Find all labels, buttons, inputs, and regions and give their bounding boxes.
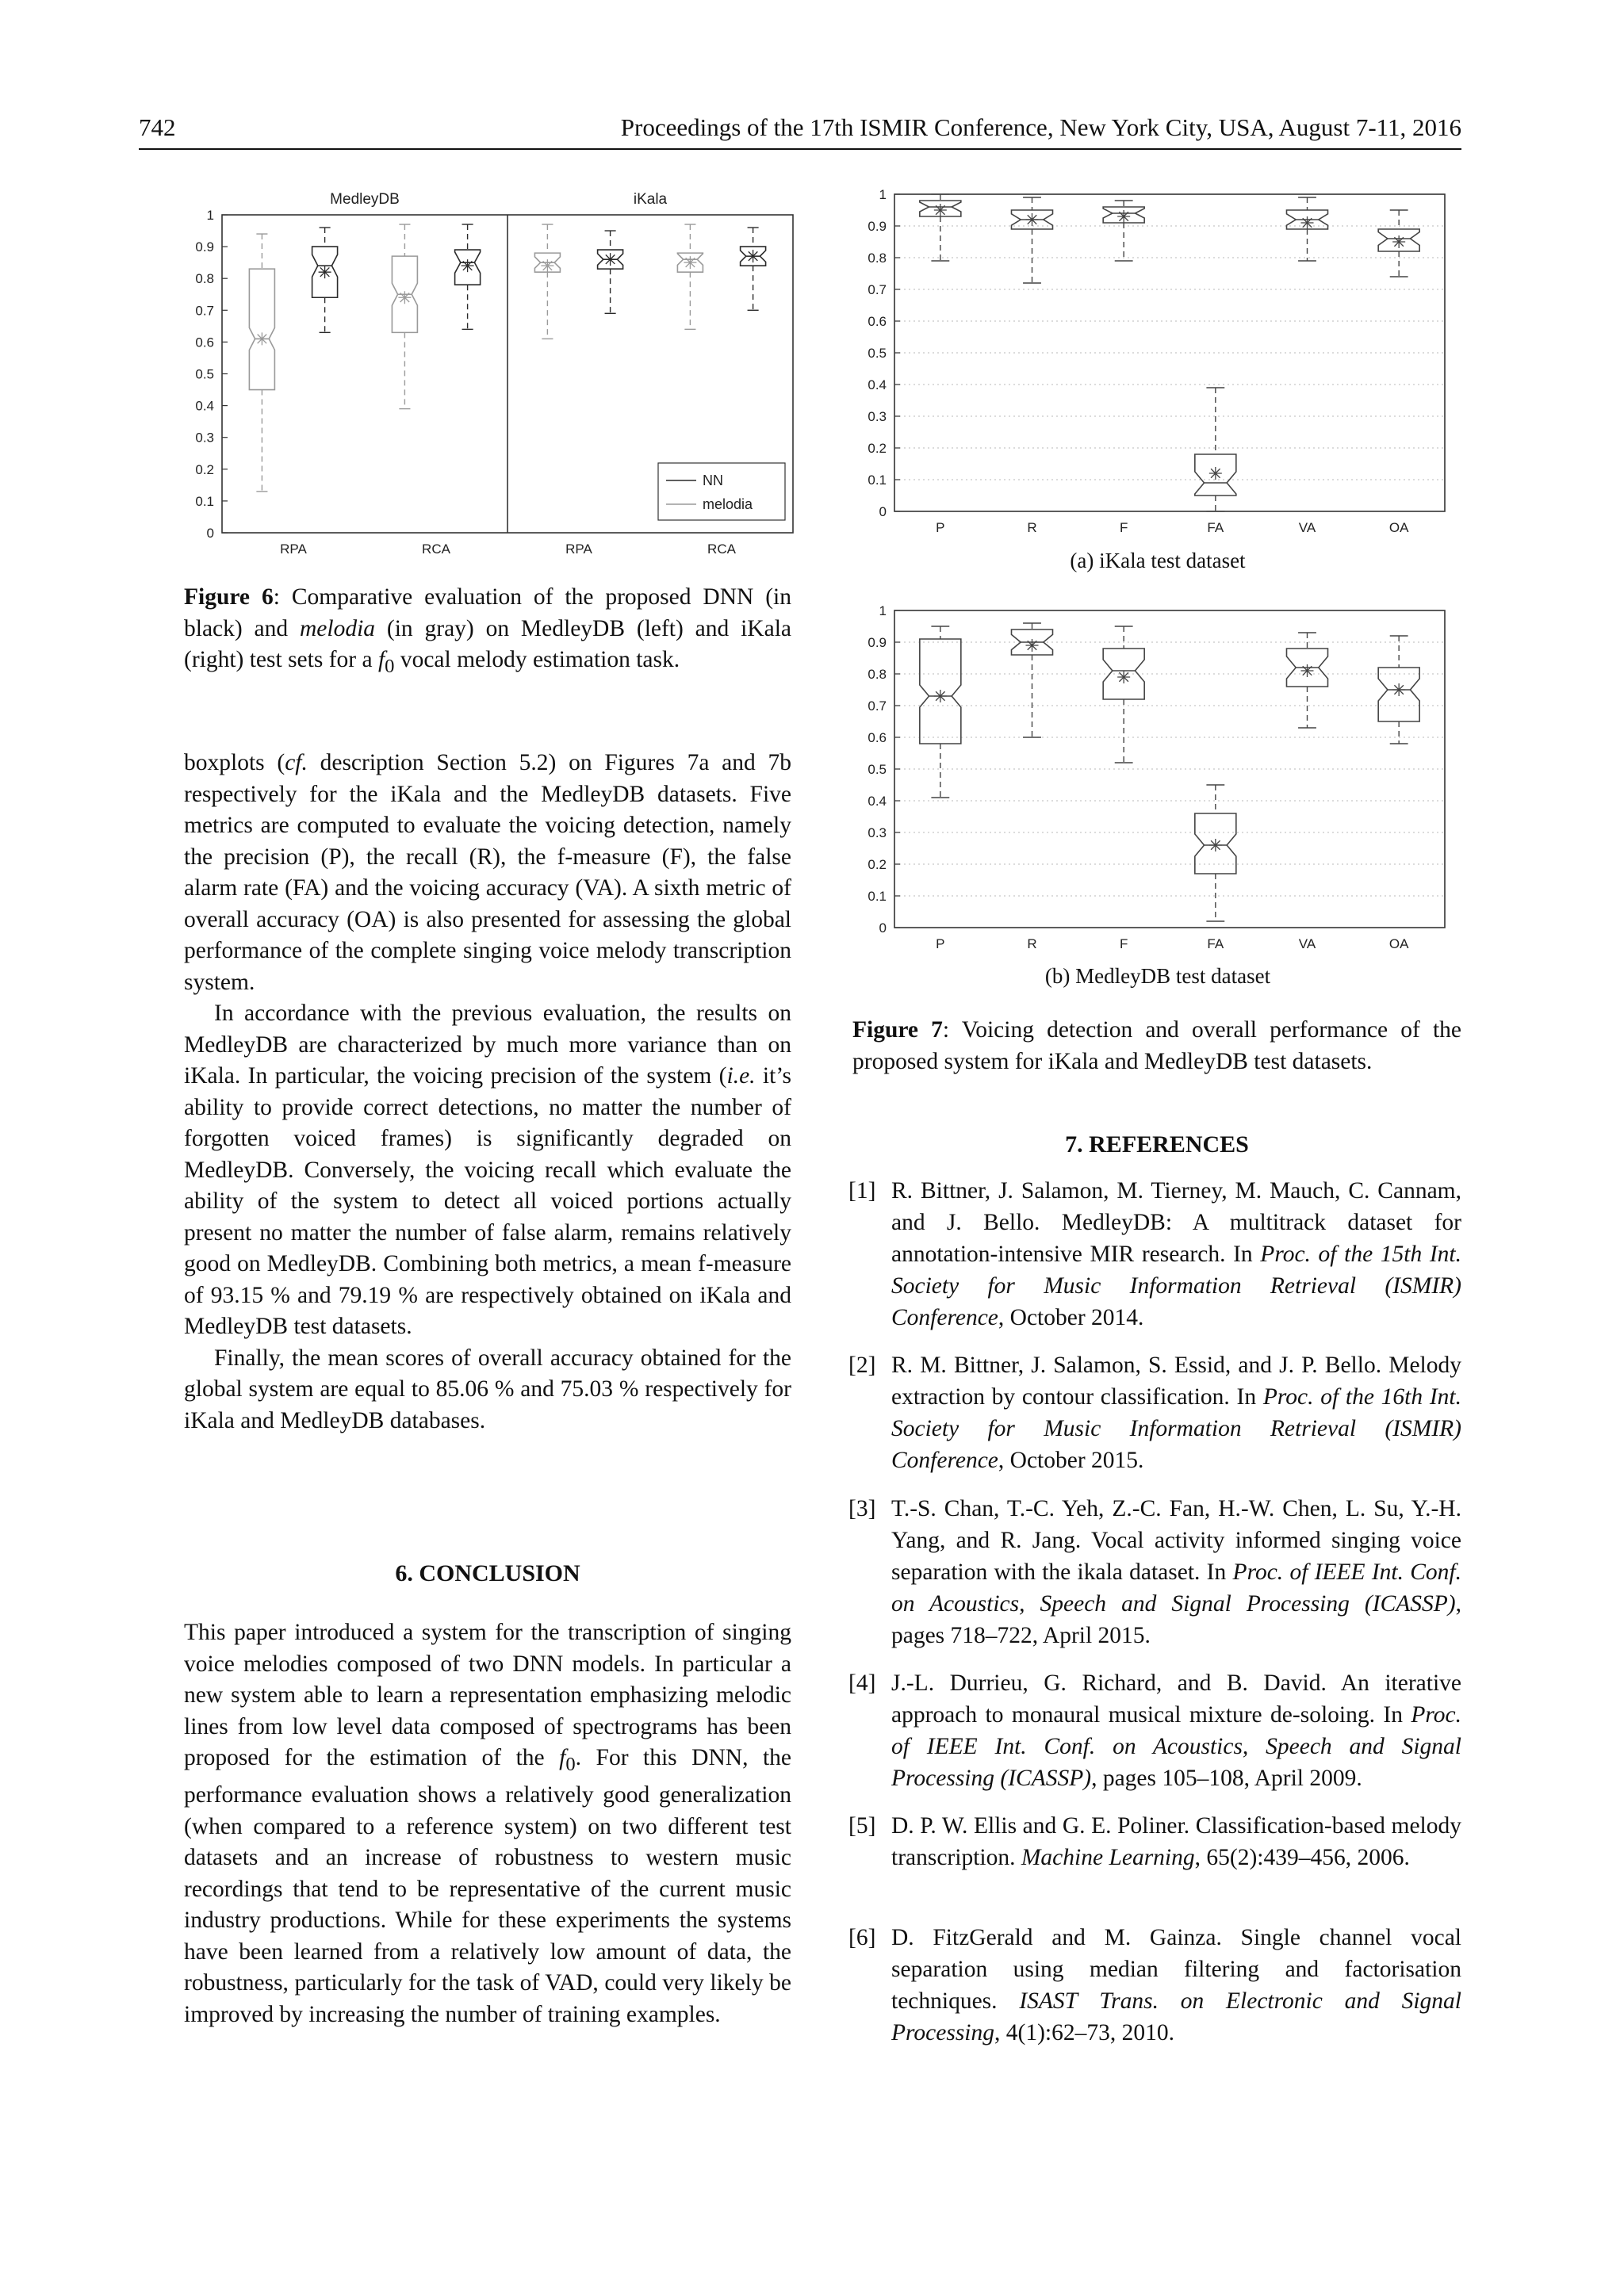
paragraph: This paper introduced a system for the transcription of singing voice melodies composed of two DNN models. In particular a new system able to learn a representation emphasizing melodic lines from low level data composed of spectrograms has been proposed for the estimation of the $f_0$. For this DNN, the performance evaluation shows a relatively good generalization (when compared to a reference system) on two different test datasets and an increase of robustness to western music recordings that tend to be representative of the current music industry productions. While for these experiments the systems have been learned from a relatively low amount of data, the robustness, particularly for the task of VAD, could very likely be improved by increasing the number of training examples. xyxy=(184,1620,791,2027)
conclusion-text xyxy=(184,1617,791,2030)
y-tick-label: 0.9 xyxy=(868,635,887,650)
figure-7-caption: Figure 7: Voicing detection and overall performance of the proposed system for iKala and MedleyDB test datasets. xyxy=(852,1017,1462,1074)
y-tick-label: 0.8 xyxy=(195,271,214,287)
x-tick-label: F xyxy=(1119,520,1128,535)
y-tick-label: 0.3 xyxy=(195,430,214,446)
page-number: 742 xyxy=(139,113,176,141)
legend-label: melodia xyxy=(703,496,753,512)
y-tick-label: 0.8 xyxy=(868,251,887,266)
y-tick-label: 0 xyxy=(206,526,214,541)
y-tick-label: 0.7 xyxy=(195,303,214,319)
paragraph: In accordance with the previous evaluation, the results on MedleyDB are characterized by much more variance than on iKala. In particular, the voicing precision of the system (i.e. it’s ability to provide correct detections, no matter the number of forgotten voiced frames) is significantly degraded on MedleyDB. Conversely, the voicing recall which evaluate the ability of the system to detect all voiced portions actually present no matter the number of false alarm, remains relatively good on MedleyDB. Combining both metrics, a mean f-measure of 93.15 % and 79.19 % are respectively obtained on iKala and MedleyDB test datasets. xyxy=(184,1001,791,1339)
y-tick-label: 0.3 xyxy=(868,825,887,840)
panel-title: iKala xyxy=(633,191,668,208)
y-tick-label: 1 xyxy=(879,187,887,202)
y-tick-label: 0.5 xyxy=(868,346,887,361)
reference-1: [1] R. Bittner, J. Salamon, M. Tierney, M. Mauch, C. Cannam, and J. Bello. MedleyDB: A multitrack dataset for annotation-intensive MIR research. In Proc. of the 15th Int. Society for Music Information Retrieval (ISMIR) Conference, October 2014. xyxy=(848,1178,1461,1330)
figure-6-caption: Figure 6: Comparative evaluation of the proposed DNN (in black) and melodia (in gray) on MedleyDB (left) and iKala (right) test sets for a $f_0$ vocal melody estimation task. xyxy=(184,584,791,677)
x-tick-label: RCA xyxy=(422,541,450,557)
figure-7a-boxplot xyxy=(864,182,1467,539)
x-tick-label: RCA xyxy=(707,541,736,557)
y-tick-label: 0.1 xyxy=(868,473,887,488)
x-tick-label: F xyxy=(1119,936,1128,951)
y-tick-label: 0 xyxy=(879,504,887,519)
x-tick-label: VA xyxy=(1298,936,1316,951)
x-tick-label: FA xyxy=(1207,936,1224,951)
y-tick-label: 0.2 xyxy=(868,857,887,872)
x-tick-label: VA xyxy=(1298,520,1316,535)
y-tick-label: 0.5 xyxy=(195,366,214,382)
x-tick-label: P xyxy=(936,936,945,951)
body-text-left xyxy=(184,748,791,1437)
y-tick-label: 1 xyxy=(879,603,887,618)
reference-5: [5] D. P. W. Ellis and G. E. Poliner. Classification-based melody transcription. Machine Learning, 65(2):439–456, 2006. xyxy=(848,1813,1461,1870)
y-tick-label: 0.5 xyxy=(868,762,887,777)
box-body xyxy=(249,269,274,389)
section-heading-references: 7. REFERENCES xyxy=(1065,1131,1249,1158)
figure-7b-subcaption: (b) MedleyDB test dataset xyxy=(1044,964,1271,988)
conference-title: Proceedings of the 17th ISMIR Conference, New York City, USA, August 7-11, 2016 xyxy=(620,113,1461,141)
x-tick-label: RPA xyxy=(280,541,307,557)
page-header xyxy=(139,113,1461,148)
legend-label: NN xyxy=(703,473,723,488)
x-tick-label: OA xyxy=(1388,936,1409,951)
y-tick-label: 0.1 xyxy=(195,493,214,509)
y-tick-label: 0.8 xyxy=(868,667,887,682)
paragraph: Finally, the mean scores of overall accuracy obtained for the global system are equal to 85.06 % and 75.03 % respectively for iKala and MedleyDB databases. xyxy=(184,1345,791,1433)
y-tick-label: 0.6 xyxy=(868,730,887,745)
y-tick-label: 0.7 xyxy=(868,698,887,714)
y-tick-label: 0.1 xyxy=(868,889,887,904)
x-tick-label: P xyxy=(936,520,945,535)
y-tick-label: 0.9 xyxy=(868,219,887,234)
x-tick-label: OA xyxy=(1388,520,1409,535)
x-tick-label: R xyxy=(1027,520,1037,535)
figure-7a-subcaption: (a) iKala test dataset xyxy=(1070,549,1246,572)
y-tick-label: 0.4 xyxy=(868,794,887,809)
reference-3: [3] T.-S. Chan, T.-C. Yeh, Z.-C. Fan, H.-W. Chen, L. Su, Y.-H. Yang, and R. Jang. Vocal activity informed singing voice separation with the ikala dataset. In Proc. of IEEE Int. Conf. on Acoustics, Speech and Signal Processing (ICASSP), pages 718–722, April 2015. xyxy=(848,1496,1461,1648)
y-tick-label: 1 xyxy=(206,208,214,223)
figure-7b-boxplot xyxy=(864,599,1467,955)
y-tick-label: 0.2 xyxy=(868,441,887,456)
reference-4: [4] J.-L. Durrieu, G. Richard, and B. David. An iterative approach to monaural musical mixture de-soloing. In Proc. of IEEE Int. Conf. on Acoustics, Speech and Signal Processing (ICASSP), pages 105–108, April 2009. xyxy=(848,1670,1461,1791)
y-tick-label: 0.9 xyxy=(195,239,214,255)
y-tick-label: 0.4 xyxy=(195,398,214,414)
x-tick-label: RPA xyxy=(565,541,592,557)
y-tick-label: 0.7 xyxy=(868,282,887,297)
reference-6: [6] D. FitzGerald and M. Gainza. Single channel vocal separation using median filtering and factorisation techniques. ISAST Trans. on Electronic and Signal Processing, 4(1):62–73, 2010. xyxy=(848,1925,1462,2045)
x-tick-label: R xyxy=(1027,936,1037,951)
figure-6-boxplot xyxy=(159,186,809,567)
figure-7-label: Figure 7 xyxy=(852,1017,943,1043)
reference-2: [2] R. M. Bittner, J. Salamon, S. Essid, and J. P. Bello. Melody extraction by contour classification. In Proc. of the 16th Int. Society for Music Information Retrieval (ISMIR) Conference, October 2015. xyxy=(848,1353,1461,1473)
y-tick-label: 0 xyxy=(879,920,887,936)
header-rule xyxy=(139,148,1461,150)
y-tick-label: 0.6 xyxy=(868,314,887,329)
paragraph: boxplots (cf. description Section 5.2) on Figures 7a and 7b respectively for the iKala and the MedleyDB datasets. Five metrics are computed to evaluate the voicing detection, namely the precision (P), the recall (R), the f-measure (F), the false alarm rate (FA) and the voicing accuracy (VA). A sixth metric of overall accuracy (OA) is also presented for assessing the global performance of the complete singing voice melody transcription system. xyxy=(184,750,791,995)
x-tick-label: FA xyxy=(1207,520,1224,535)
y-tick-label: 0.6 xyxy=(195,335,214,350)
y-tick-label: 0.3 xyxy=(868,409,887,424)
section-heading-conclusion: 6. CONCLUSION xyxy=(395,1560,580,1586)
figure-6-label: Figure 6 xyxy=(184,584,274,610)
panel-title: MedleyDB xyxy=(330,191,400,208)
y-tick-label: 0.4 xyxy=(868,377,887,392)
y-tick-label: 0.2 xyxy=(195,461,214,477)
